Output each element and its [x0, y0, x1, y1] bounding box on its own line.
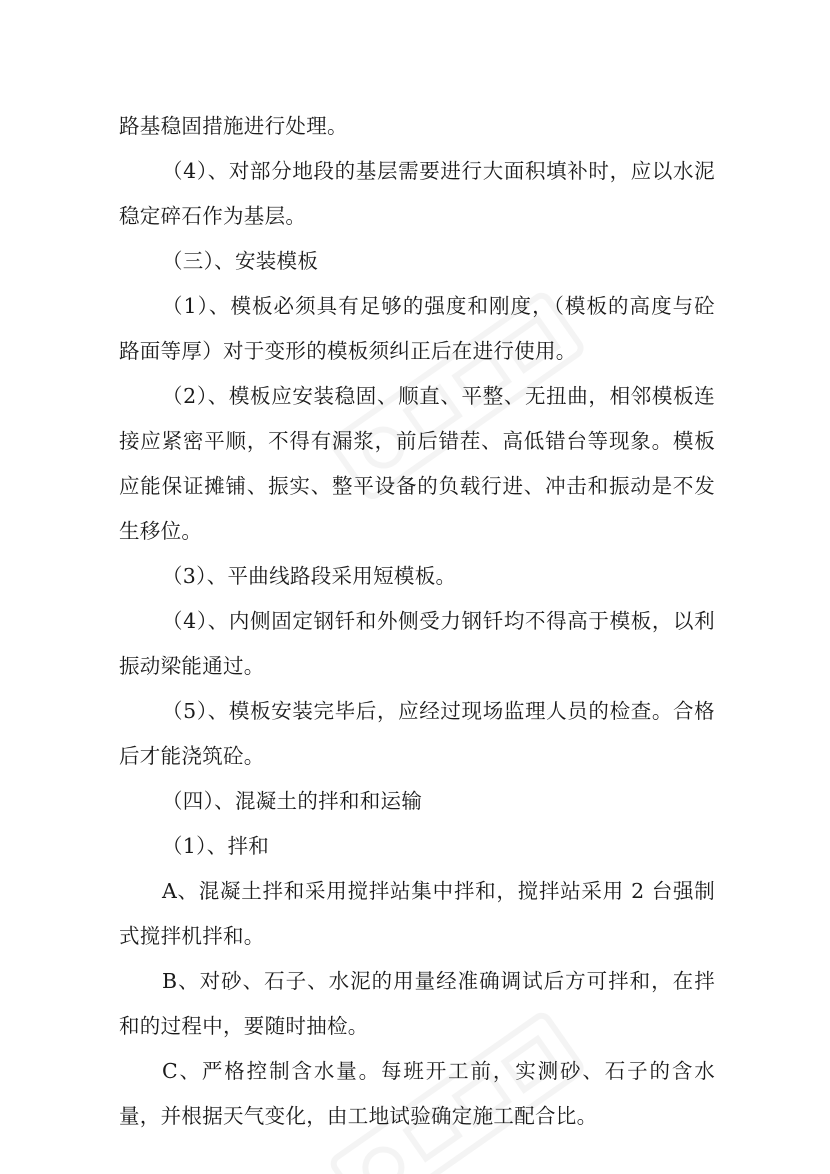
- paragraph: B、对砂、石子、水泥的用量经准确调试后方可拌和，在拌和的过程中，要随时抽检。: [119, 969, 715, 1038]
- paragraph: C、严格控制含水量。每班开工前，实测砂、石子的含水量，并根据天气变化，由工地试验确定施工配合比。: [119, 1059, 715, 1128]
- paragraph: （1）、模板必须具有足够的强度和刚度，（模板的高度与砼路面等厚）对于变形的模板须纠正后在进行使用。: [119, 294, 715, 363]
- paragraph: （5）、模板安装完毕后，应经过现场监理人员的检查。合格后才能浇筑砼。: [119, 699, 715, 768]
- paragraph: 路基稳固措施进行处理。: [119, 114, 348, 138]
- document-body: [119, 104, 715, 1139]
- section-heading: （三）、安装模板: [162, 249, 319, 273]
- paragraph: （4）、内侧固定钢钎和外侧受力钢钎均不得高于模板，以利振动梁能通过。: [119, 609, 715, 678]
- section-heading: （四）、混凝土的拌和和运输: [162, 789, 423, 813]
- subsection-heading: （1）、拌和: [162, 834, 270, 858]
- paragraph: （2）、模板应安装稳固、顺直、平整、无扭曲，相邻模板连接应紧密平顺，不得有漏浆，前后错茬、高低错台等现象。模板应能保证摊铺、振实、整平设备的负载行进、冲击和振动是不发生移位。: [119, 384, 715, 543]
- paragraph: （3）、平曲线路段采用短模板。: [162, 564, 457, 588]
- paragraph: A、混凝土拌和采用搅拌站集中拌和，搅拌站采用 2 台强制式搅拌机拌和。: [119, 879, 715, 948]
- paragraph: （4）、对部分地段的基层需要进行大面积填补时，应以水泥稳定碎石作为基层。: [119, 159, 715, 228]
